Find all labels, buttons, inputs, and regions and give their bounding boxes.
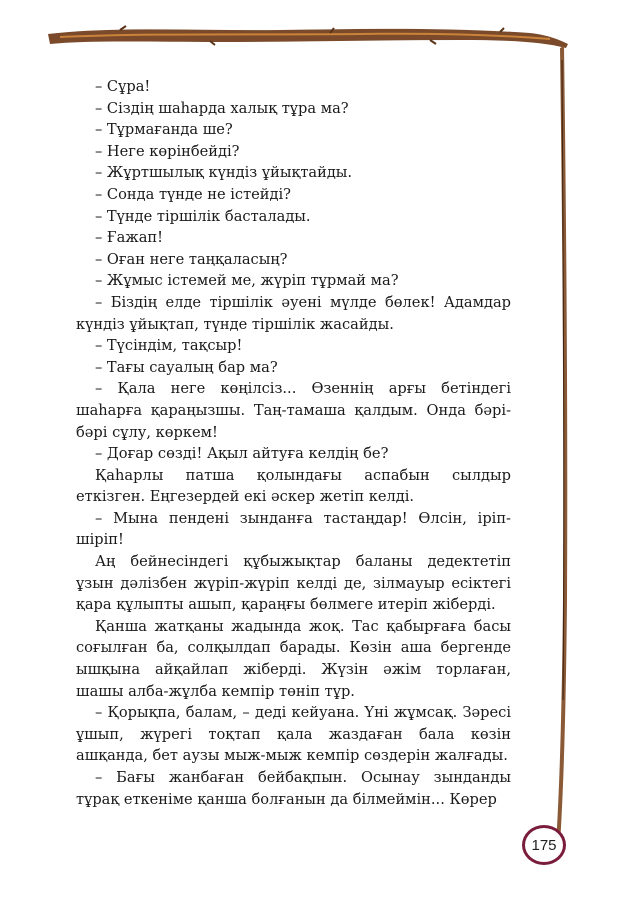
text-line: – Сонда түнде не істейді?: [95, 185, 292, 203]
text-line: – Жұртшылық күндіз ұйықтайды.: [95, 164, 353, 182]
page-number: 175: [522, 825, 566, 865]
text-paragraph: Қаһарлы патша қолындағы аспабын сылдыр еткізген. Еңгезердей екі әскер жетіп келді.: [76, 466, 511, 506]
text-line: – Сіздің шаһарда халық тұра ма?: [95, 99, 349, 117]
text-paragraph: Қанша жатқаны жадында жоқ. Тас қабырғаға басы соғылған ба, солқылдап барады. Көзін аша бергенде ышқына айқайлап жіберді. Жүзін әжім торлаған, шашы алба-жұлба кемпір төніп тұр.: [76, 617, 511, 700]
text-paragraph: – Қорықпа, балам, – деді кейуана. Үні жұмсақ. Зәресі ұшып, жүрегі тоқтап қала жаздаған бала көзін ашқанда, бет аузы мыж-мыж кемпір сөздерін жалғады.: [76, 704, 511, 765]
text-line: – Сұра!: [95, 78, 151, 95]
text-line: – Неге көрінбейді?: [95, 142, 240, 160]
text-paragraph: – Мына пендені зынданға тастаңдар! Өлсін, іріп-шіріп!: [76, 509, 511, 549]
text-paragraph: – Біздің елде тіршілік әуені мүлде бөлек! Адамдар күндіз ұйықтап, түнде тіршілік жасайды.: [76, 293, 511, 333]
text-paragraph: Аң бейнесіндегі құбыжықтар баланы дедектетіп ұзын дәлізбен жүріп-жүріп келді де, зілмауыр есіктегі қара құлыпты ашып, қараңғы бөлмеге итеріп жіберді.: [76, 553, 511, 614]
text-line: – Түсіндім, тақсыр!: [95, 337, 243, 355]
text-line: – Оған неге таңқаласың?: [95, 250, 288, 268]
text-line: – Ғажап!: [95, 229, 164, 247]
story-text: [76, 76, 511, 810]
text-line: – Жұмыс істемей ме, жүріп тұрмай ма?: [95, 272, 399, 290]
text-paragraph: – Бағы жанбаған бейбақпын. Осынау зынданды тұрақ еткеніме қанша болғанын да білмеймін... Көрер: [76, 769, 511, 808]
text-line: – Доғар сөзді! Ақыл айтуға келдің бе?: [95, 445, 389, 463]
text-line: – Түнде тіршілік басталады.: [95, 207, 311, 225]
text-line: – Тұрмағанда ше?: [95, 121, 233, 139]
text-line: – Тағы сауалың бар ма?: [95, 358, 278, 376]
text-paragraph: – Қала неге көңілсіз... Өзеннің арғы бетіндегі шаһарға қараңызшы. Таң-тамаша қалдым. Онда бәрі-бәрі сұлу, көркем!: [76, 380, 511, 441]
